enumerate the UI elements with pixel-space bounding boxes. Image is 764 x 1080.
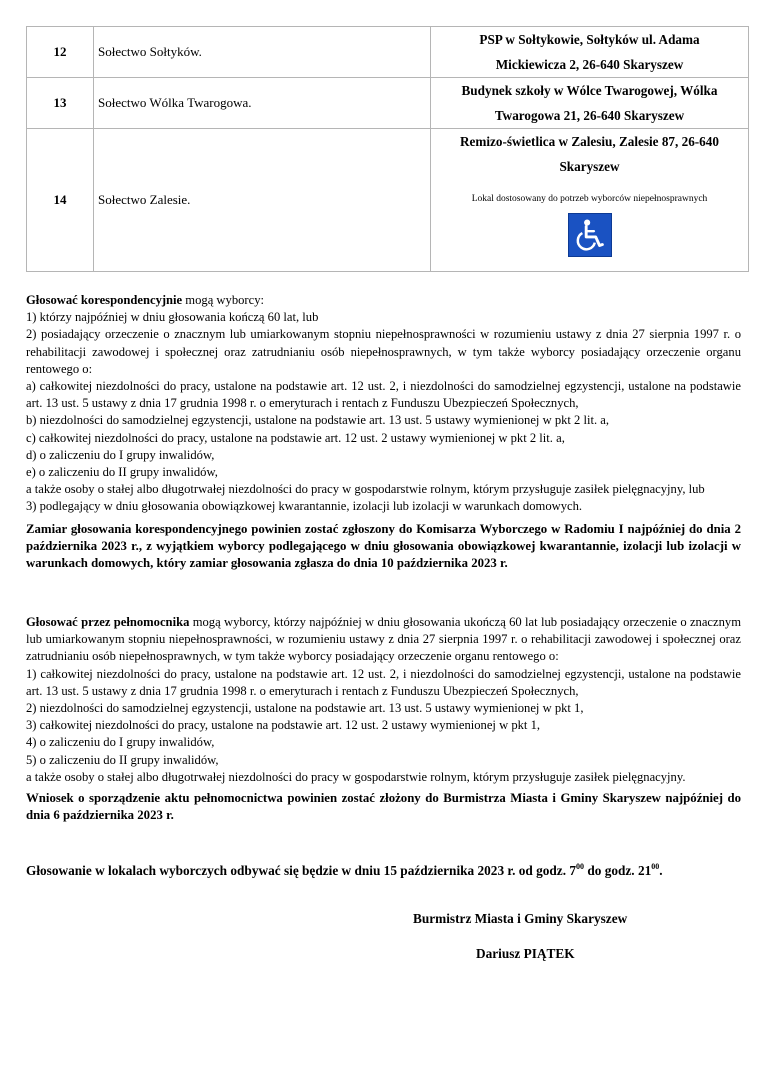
wheelchair-accessible-icon xyxy=(568,213,612,257)
list-item: d) o zaliczeniu do I grupy inwalidów, xyxy=(26,447,215,462)
proxy-section xyxy=(26,614,741,824)
station-address xyxy=(431,78,749,129)
list-item: a) całkowitej niezdolności do pracy, ustalone na podstawie art. 12 ust. 2, i niezdolności do samodzielnej egzystencji, ustalone na podstawie art. 13 ust. 5 ustawy z dnia 17 grudnia 1998 r. o emeryturach i rentach z Funduszu Ubezpieczeń Społecznych, xyxy=(26,379,741,411)
proxy-lead: Głosować przez pełnomocnika xyxy=(26,615,190,629)
station-address xyxy=(431,27,749,78)
list-item: c) całkowitej niezdolności do pracy, ustalone na podstawie art. 12 ust. 2 ustawy wymienionej w pkt 2 lit. a, xyxy=(26,430,565,445)
district-name: Sołectwo Wólka Twarogowa. xyxy=(94,78,431,129)
correspondence-intro xyxy=(26,292,741,309)
district-name: Sołectwo Zalesie. xyxy=(94,129,431,272)
list-item: 2) niezdolności do samodzielnej egzystencji, ustalone na podstawie art. 13 ust. 5 ustawy wymienionej w pkt 1, xyxy=(26,701,584,716)
address-line: PSP w Sołtykowie, Sołtyków ul. Adama xyxy=(479,32,700,47)
list-item: b) niezdolności do samodzielnej egzystencji, ustalone na podstawie art. 13 ust. 5 ustawy wymienionej w pkt 2 lit. a, xyxy=(26,413,610,428)
list-item: e) o zaliczeniu do II grupy inwalidów, xyxy=(26,465,218,480)
list-item: 2) posiadający orzeczenie o znacznym lub umiarkowanym stopniu niepełnosprawności w rozumieniu ustawy z dnia 27 sierpnia 1997 r. o rehabilitacji zawodowej i społecznej oraz zatrudnianiu osób niepełnosprawnych, w tym także wyborcy posiadający orzeczenie organu rentowego o: xyxy=(26,327,741,376)
table-row xyxy=(27,129,749,272)
address-line: Mickiewicza 2, 26-640 Skaryszew xyxy=(495,57,684,72)
list-item: a także osoby o stałej albo długotrwałej niezdolności do pracy w gospodarstwie rolnym, którym przysługuje zasiłek pielęgnacyjny, lub xyxy=(26,482,705,497)
correspondence-lead-rest: mogą wyborcy: xyxy=(182,293,264,307)
voting-text-end: . xyxy=(659,863,663,878)
district-name: Sołectwo Sołtyków. xyxy=(94,27,431,78)
voting-text-mid: do godz. 21 xyxy=(584,863,652,878)
address-line: Twarogowa 21, 26-640 Skaryszew xyxy=(494,108,685,123)
address-line: Skaryszew xyxy=(559,159,620,174)
list-item: 5) o zaliczeniu do II grupy inwalidów, xyxy=(26,752,219,767)
station-address xyxy=(431,129,749,272)
signature-name: Dariusz PIĄTEK xyxy=(476,946,575,961)
voting-hours xyxy=(26,862,756,879)
address-line: Budynek szkoły w Wólce Twarogowej, Wólka xyxy=(461,83,718,98)
address-line: Remizo-świetlica w Zalesiu, Zalesie 87, 26-640 xyxy=(460,134,719,149)
voting-hour-start-sup: 00 xyxy=(576,862,585,871)
voting-hour-end-sup: 00 xyxy=(651,862,660,871)
proxy-lead-rest: mogą wyborcy, którzy najpóźniej w dniu głosowania ukończą 60 lat lub posiadający orzeczenie o znacznym lub umiarkowanym stopniu niepełnosprawności, w rozumieniu ustawy z dnia 27 sierpnia 1997 r. o rehabilitacji zawodowej i społecznej oraz zatrudnianiu osób niepełnosprawnych, w tym także wyborcy posiadający orzeczenie organu rentowego o: xyxy=(26,615,741,664)
accessibility-note: Lokal dostosowany do potrzeb wyborców niepełnosprawnych xyxy=(471,194,708,204)
voting-text: Głosowanie w lokalach wyborczych odbywać się będzie w dniu 15 października 2023 r. od godz. 7 xyxy=(26,863,577,878)
correspondence-deadline: Zamiar głosowania korespondencyjnego powinien zostać zgłoszony do Komisarza Wyborczego w Radomiu I najpóźniej do dnia 2 października 2023 r., z wyjątkiem wyborcy podlegającego w dniu głosowania obowiązkowej kwarantannie, izolacji lub izolacji w warunkach domowych, który zamiar głosowania zgłasza do dnia 10 października 2023 r. xyxy=(26,521,741,571)
row-number: 13 xyxy=(27,78,94,129)
table-row xyxy=(27,78,749,129)
list-item: a także osoby o stałej albo długotrwałej niezdolności do pracy w gospodarstwie rolnym, którym przysługuje zasiłek pielęgnacyjny. xyxy=(26,769,686,784)
signature-title: Burmistrz Miasta i Gminy Skaryszew xyxy=(413,911,628,926)
list-item: 3) podlegający w dniu głosowania obowiązkowej kwarantannie, izolacji lub izolacji w warunkach domowych. xyxy=(26,499,583,514)
list-item: 1) całkowitej niezdolności do pracy, ustalone na podstawie art. 12 ust. 2, i niezdolności do samodzielnej egzystencji, ustalone na podstawie art. 13 ust. 5 ustawy z dnia 17 grudnia 1998 r. o emeryturach i rentach z Funduszu Ubezpieczeń Społecznych, xyxy=(26,666,741,698)
correspondence-lead: Głosować korespondencyjnie xyxy=(26,293,183,307)
row-number: 14 xyxy=(27,129,94,272)
table-row xyxy=(27,27,749,78)
polling-stations-table xyxy=(26,26,749,272)
list-item: 1) którzy najpóźniej w dniu głosowania kończą 60 lat, lub xyxy=(26,310,319,325)
list-item: 3) całkowitej niezdolności do pracy, ustalone na podstawie art. 12 ust. 2 ustawy wymienionej w pkt 1, xyxy=(26,718,541,733)
list-item: 4) o zaliczeniu do I grupy inwalidów, xyxy=(26,735,215,750)
proxy-deadline: Wniosek o sporządzenie aktu pełnomocnictwa powinien zostać złożony do Burmistrza Miasta i Gminy Skaryszew najpóźniej do dnia 6 października 2023 r. xyxy=(26,791,741,823)
correspondence-section xyxy=(26,292,741,572)
row-number: 12 xyxy=(27,27,94,78)
proxy-intro xyxy=(26,614,741,666)
